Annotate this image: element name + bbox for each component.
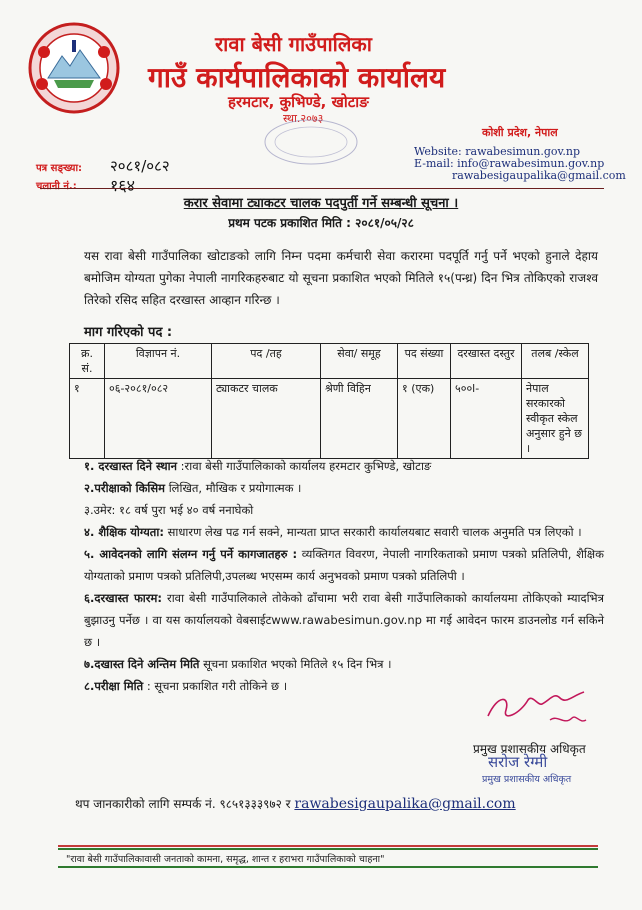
cell-salary: नेपाल सरकारको स्वीकृत स्केल अनुसार हुने छ । — [522, 379, 589, 459]
list-item: ५. आवेदनको लागि संलग्न गर्नु पर्ने कागजातहरु : व्यक्तिगत विवरण, नेपाली नागरिकताको प्रमाण पत्रको प्रतिलिपी, शैक्षिक योग्यताको प्रमाण पत्रको प्रतिलिपी,उपलब्ध भएसम्म कार्य अनुभवको प्रमाण पत्रको प्रतिलिपी । — [84, 547, 604, 583]
address: हरमटार, कुभिण्डे, खोटाङ — [228, 93, 369, 111]
email-link[interactable]: E-mail: info@rawabesimun.gov.np — [414, 157, 605, 170]
posts-table — [69, 343, 589, 459]
list-item: ४. शैक्षिक योग्यता: साधारण लेख पढ गर्न सक्ने, मान्यता प्राप्त सरकारी कार्यालयबाट सवारी चालक अनुमति पत्र लिएको । — [84, 525, 582, 539]
col-count: पद संख्या — [398, 344, 451, 379]
list-item: ३.उमेर: १८ वर्ष पुरा भई ४० वर्ष ननाघेको — [84, 503, 254, 517]
header-divider — [40, 188, 604, 189]
notice-subject: करार सेवामा ट्याकटर चालक पदपुर्ती गर्ने सम्बन्धी सूचना । — [183, 196, 459, 211]
footer-contact: थप जानकारीको लागि सम्पर्क नं. ९८५१३३३९७२ र rawabesigaupalika@gmail.com — [75, 796, 516, 812]
dispatch-number-label: चलानी नं.: — [36, 181, 77, 192]
table-row — [70, 379, 589, 459]
cell-count: १ (एक) — [398, 379, 451, 459]
email-link-2[interactable]: rawabesigaupalika@gmail.com — [452, 169, 626, 182]
letter-number-label: पत्र सङ्ख्या: — [36, 163, 83, 174]
col-service: सेवा/ समूह — [321, 344, 398, 379]
cell-ad-no: ०६-२०८१/०८२ — [105, 379, 212, 459]
org-name: रावा बेसी गाउँपालिका — [215, 32, 372, 56]
list-item: ६.दरखास्त फारम: रावा बेसी गाउँपालिकाले तोकेको ढाँचामा भरी रावा बेसी गाउँपालिकाको कार्यालयमा तोकिएको म्यादभित्र बुझाउनु पर्नेछ । वा यस कार्यालयको वेबसाईटwww.rawabesimun.gov.np मा गई आवेदन फारम डाउनलोड गर्न सकिने छ । — [84, 591, 604, 649]
list-item: २.परीक्षाको किसिम लिखित, मौखिक र प्रयोगात्मक । — [84, 481, 302, 495]
cell-service: श्रेणी विहिन — [321, 379, 398, 459]
col-fee: दरखास्त दस्तुर — [451, 344, 522, 379]
list-item: ७.दखास्त दिने अन्तिम मिति सूचना प्रकाशित भएको मितिले १५ दिन भित्र । — [84, 657, 392, 671]
list-item: ८.परीक्षा मिति : सूचना प्रकाशित गरी तोकिने छ । — [84, 679, 288, 693]
province: कोशी प्रदेश, नेपाल — [482, 126, 558, 139]
cell-sn: १ — [70, 379, 105, 459]
letter-number: २०८१/०८२ — [110, 157, 170, 175]
col-ad-no: विज्ञापन नं. — [105, 344, 212, 379]
conditions-list — [84, 455, 604, 697]
header-contact — [414, 146, 626, 182]
officer-name-stamp: सरोज रेग्मी प्रमुख प्रशासकीय अधिकृत — [482, 753, 572, 785]
signatory-title: प्रमुख प्रशासकीय अधिकृत — [473, 742, 586, 756]
established-year: स्था.२०७३ — [283, 112, 324, 125]
website-link[interactable]: Website: rawabesimun.gov.np — [414, 145, 581, 158]
list-item: १. दरखास्त दिने स्थान :रावा बेसी गाउँपालिकाको कार्यालय हरमटार कुभिण्डे, खोटाङ — [84, 459, 432, 473]
col-sn: क्र. सं. — [70, 344, 105, 379]
intro-paragraph: यस रावा बेसी गाउँपालिका खोटाङको लागि निम्न पदमा कर्मचारी सेवा करारमा पदपूर्ति गर्नु पर्ने भएको हुनाले देहाय बमोजिम योग्यता पुगेका नेपाली नागरिकहरुबाट यो सूचना प्रकाशित भएको मितिले १५(पन्ध्र) दिन भित्र तोकिएको राजश्व तिरेको रसिद सहित दरखास्त आव्हान गरिन्छ । — [84, 249, 598, 307]
office-title: गाउँ कार्यपालिकाको कार्यालय — [148, 61, 446, 94]
cell-fee: ५००l- — [451, 379, 522, 459]
handwritten-signature — [480, 686, 592, 732]
col-salary: तलब /स्केल — [522, 344, 589, 379]
banner-top-line — [58, 845, 598, 847]
cell-post: ट्याकटर चालक — [212, 379, 321, 459]
slogan-banner: "रावा बेसी गाउँपालिकावासी जनताको कामना, समृद्ध, शान्त र हराभरा गाउँपालिकाको चाहना" — [58, 848, 598, 868]
table-header-row — [70, 344, 589, 379]
publish-date: प्रथम पटक प्रकाशित मिति : २०८१/०५/२८ — [228, 216, 414, 230]
required-posts-title: माग गरिएको पद : — [84, 325, 173, 340]
office-seal-stamp — [263, 118, 359, 166]
svg-text:२०८१०५२८: २०८१०५२८ — [480, 686, 485, 687]
footer-email-link[interactable]: rawabesigaupalika@gmail.com — [294, 796, 516, 812]
col-post: पद /तह — [212, 344, 321, 379]
municipality-emblem-logo — [28, 22, 120, 114]
dispatch-number: १६४ — [110, 176, 135, 195]
